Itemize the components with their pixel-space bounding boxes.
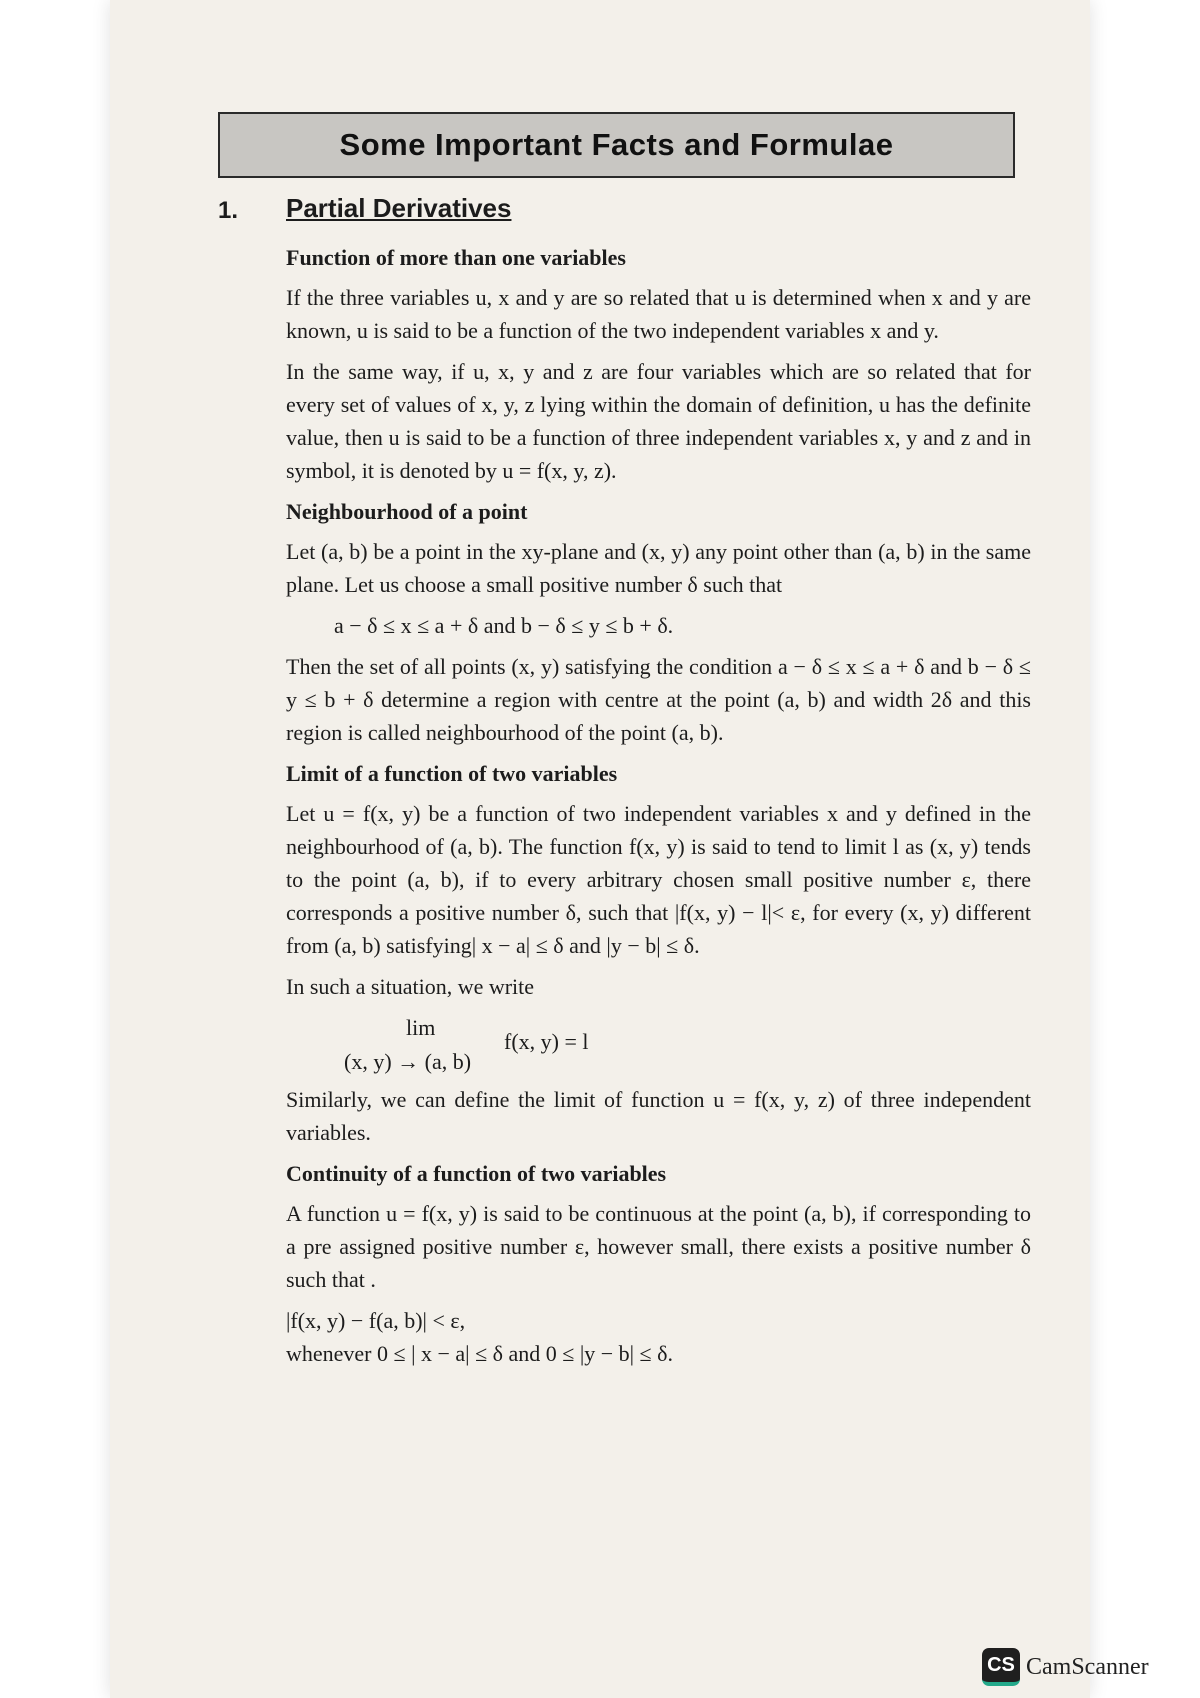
paragraph: A function u = f(x, y) is said to be continuous at the point (a, b), if corresponding to a pre assigned positive number ε, however small, there exists a positive number δ such that . — [286, 1201, 1031, 1292]
limit-formula — [344, 1011, 1031, 1079]
continuity-condition — [286, 1304, 1031, 1370]
page-title: Some Important Facts and Formulae — [339, 127, 894, 162]
formula-neighbourhood: a − δ ≤ x ≤ a + δ and b − δ ≤ y ≤ b + δ. — [334, 613, 674, 638]
paragraph: Similarly, we can define the limit of function u = f(x, y, z) of three independent variables. — [286, 1087, 1031, 1145]
paragraph: Let (a, b) be a point in the xy-plane and (x, y) any point other than (a, b) in the same plane. Let us choose a small positive number δ such that — [286, 539, 1031, 597]
subheading-neighbourhood: Neighbourhood of a point — [286, 499, 528, 524]
camscanner-logo-icon: CS — [982, 1648, 1020, 1686]
formula-line: |f(x, y) − f(a, b)| < ε, — [286, 1308, 466, 1333]
paragraph: In such a situation, we write — [286, 974, 535, 999]
camscanner-label: CamScanner — [1026, 1653, 1149, 1680]
limit-subscript: (x, y) → (a, b) — [344, 1049, 472, 1074]
paragraph: Let u = f(x, y) be a function of two independent variables x and y defined in the neighbourhood of (a, b). The function f(x, y) is said to tend to limit l as (x, y) tends to the point (a, b), if to every arbitrary chosen small positive number ε, there corresponds a positive number δ, such that |f(x, y) − l|< ε, for every (x, y) different from (a, b) satisfying| x − a| ≤ δ and |y − b| ≤ δ. — [286, 801, 1031, 958]
subheading-limit: Limit of a function of two variables — [286, 761, 618, 786]
limit-operator: lim — [406, 1015, 436, 1040]
section-number: 1. — [218, 197, 239, 224]
subheading-functions: Function of more than one variables — [286, 245, 626, 270]
paragraph: In the same way, if u, x, y and z are four variables which are so related that for every set of values of x, y, z lying within the domain of definition, u has the definite value, then u is said to be a function of three independent variables x, y and z and in symbol, it is denoted by u = f(x, y, z). — [286, 359, 1031, 483]
content-body — [286, 243, 1031, 1370]
page-header-box — [218, 112, 1015, 178]
camscanner-watermark — [982, 1648, 1149, 1686]
section-title: Partial Derivatives — [286, 193, 512, 223]
paragraph: Then the set of all points (x, y) satisfying the condition a − δ ≤ x ≤ a + δ and b − δ ≤ y ≤ b + δ determine a region with centre at the point (a, b) and width 2δ and this region is called neighbourhood of the point (a, b). — [286, 654, 1031, 745]
subheading-continuity: Continuity of a function of two variables — [286, 1161, 667, 1186]
limit-expression: f(x, y) = l — [504, 1029, 589, 1054]
paragraph: If the three variables u, x and y are so related that u is determined when x and y are known, u is said to be a function of the two independent variables x and y. — [286, 285, 1031, 343]
formula-line: whenever 0 ≤ | x − a| ≤ δ and 0 ≤ |y − b| ≤ δ. — [286, 1341, 673, 1366]
